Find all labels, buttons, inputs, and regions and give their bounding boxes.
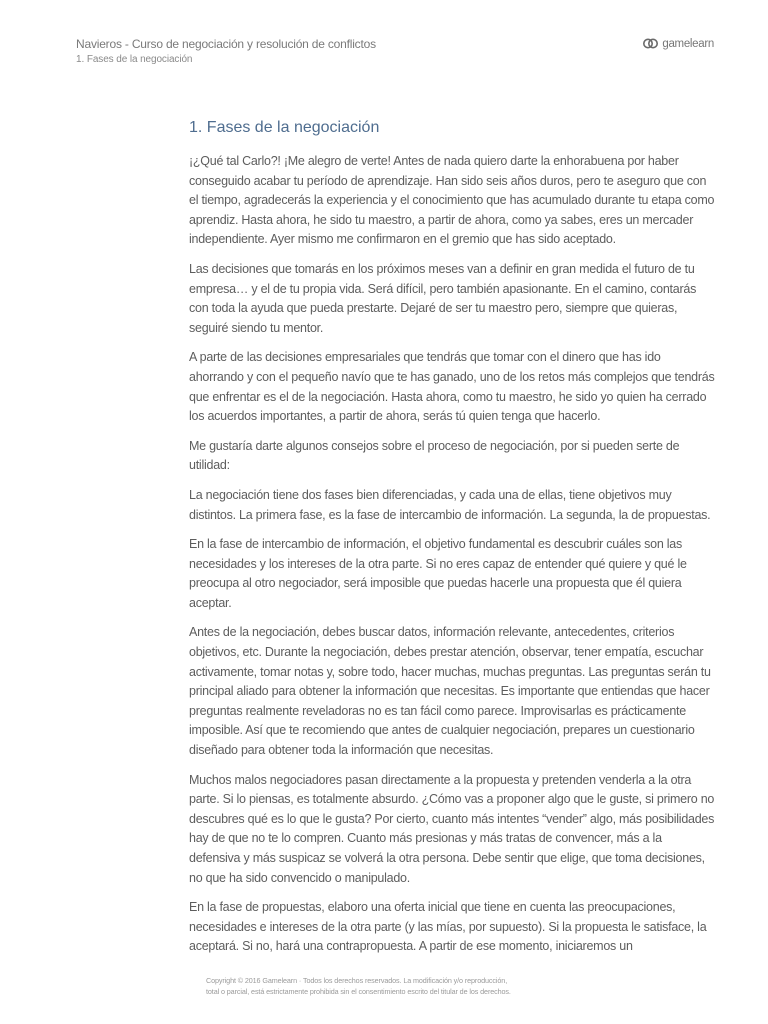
gamelearn-logo xyxy=(643,37,714,50)
copyright-line-2: total o parcial, está estrictamente prohibida sin el consentimiento escrito del titular de los derechos. xyxy=(206,986,511,996)
paragraph: A parte de las decisiones empresariales que tendrás que tomar con el dinero que has ido ahorrando y con el pequeño navío que te has ganado, uno de los retos más complejos que tendrás que enfrentar es el de la negociación. Hasta ahora, como tu maestro, he sido yo quien ha cerrado los acuerdos importantes, a partir de ahora, serás tú quien tenga que hacerlo. xyxy=(189,350,715,424)
paragraph: Antes de la negociación, debes buscar datos, información relevante, antecedentes, criterios objetivos, etc. Durante la negociación, debes prestar atención, observar, tener empatía, escuchar activamente, tomar notas y, sobre todo, hacer muchas, muchas preguntas. Las preguntas serán tu principal aliado para obtener la información que necesitas. Es importante que entiendas que hacer preguntas realmente reveladoras no es tan fácil como parece. Improvisarlas es prácticamente imposible. Así que te recomiendo que antes de cualquier negociación, prepares un cuestionario diseñado para obtener toda la información que necesitas. xyxy=(189,625,711,758)
main-content xyxy=(189,118,715,967)
chapter-subtitle: 1. Fases de la negociación xyxy=(76,54,193,65)
copyright-line-1: Copyright © 2016 Gamelearn · Todos los derechos reservados. La modificación y/o reproducción, xyxy=(206,976,508,985)
page-header xyxy=(76,36,716,67)
logo-text: gamelearn xyxy=(662,37,714,50)
paragraph: La negociación tiene dos fases bien diferenciadas, y cada una de ellas, tiene objetivos muy distintos. La primera fase, es la fase de intercambio de información. La segunda, la de propuestas. xyxy=(189,487,711,522)
paragraph: Me gustaría darte algunos consejos sobre el proceso de negociación, por si pueden serte de utilidad: xyxy=(189,438,680,473)
gamelearn-logo-icon xyxy=(643,37,658,50)
paragraph: Las decisiones que tomarás en los próximos meses van a definir en gran medida el futuro de tu empresa… y el de tu propia vida. Será difícil, pero también apasionante. En el camino, contarás con toda la ayuda que pueda prestarte. Dejaré de ser tu maestro pero, siempre que quieras, seguiré siendo tu mentor. xyxy=(189,261,697,335)
paragraph: ¡¿Qué tal Carlo?! ¡Me alegro de verte! Antes de nada quiero darte la enhorabuena por haber conseguido acabar tu período de aprendizaje. Han sido seis años duros, pero te aseguro que con el tiempo, agradecerás la experiencia y el conocimiento que has acumulado durante tu etapa como aprendiz. Hasta ahora, he sido tu maestro, a partir de ahora, como ya sabes, eres un mercader independiente. Ayer mismo me confirmaron en el gremio que has sido aceptado. xyxy=(189,154,715,247)
copyright-footer xyxy=(206,976,586,997)
paragraph: Muchos malos negociadores pasan directamente a la propuesta y pretenden venderla a la otra parte. Si lo piensas, es totalmente absurdo. ¿Cómo vas a proponer algo que le guste, si primero no descubres qué es lo que le gusta? Por cierto, cuanto más intentes “vender” algo, más posibilidades hay de que no te lo compren. Cuanto más presionas y más tratas de convencer, más a la defensiva y más suspicaz se volverá la otra persona. Debe sentir que elige, que toma decisiones, no que ha sido convencido o manipulado. xyxy=(189,772,715,885)
paragraph: En la fase de intercambio de información, el objetivo fundamental es descubrir cuáles son las necesidades y los intereses de la otra parte. Si no eres capaz de entender qué quiere y qué le preocupa al otro negociador, será imposible que puedas hacerle una propuesta que él quiera aceptar. xyxy=(189,537,687,610)
section-title: 1. Fases de la negociación xyxy=(189,119,380,136)
course-title: Navieros - Curso de negociación y resolución de conflictos xyxy=(76,37,376,51)
paragraph: En la fase de propuestas, elaboro una oferta inicial que tiene en cuenta las preocupaciones, necesidades e intereses de la otra parte (y las mías, por supuesto). Si la propuesta le satisface, la aceptará. Si no, hará una contrapropuesta. A partir de ese momento, iniciaremos un xyxy=(189,900,707,954)
